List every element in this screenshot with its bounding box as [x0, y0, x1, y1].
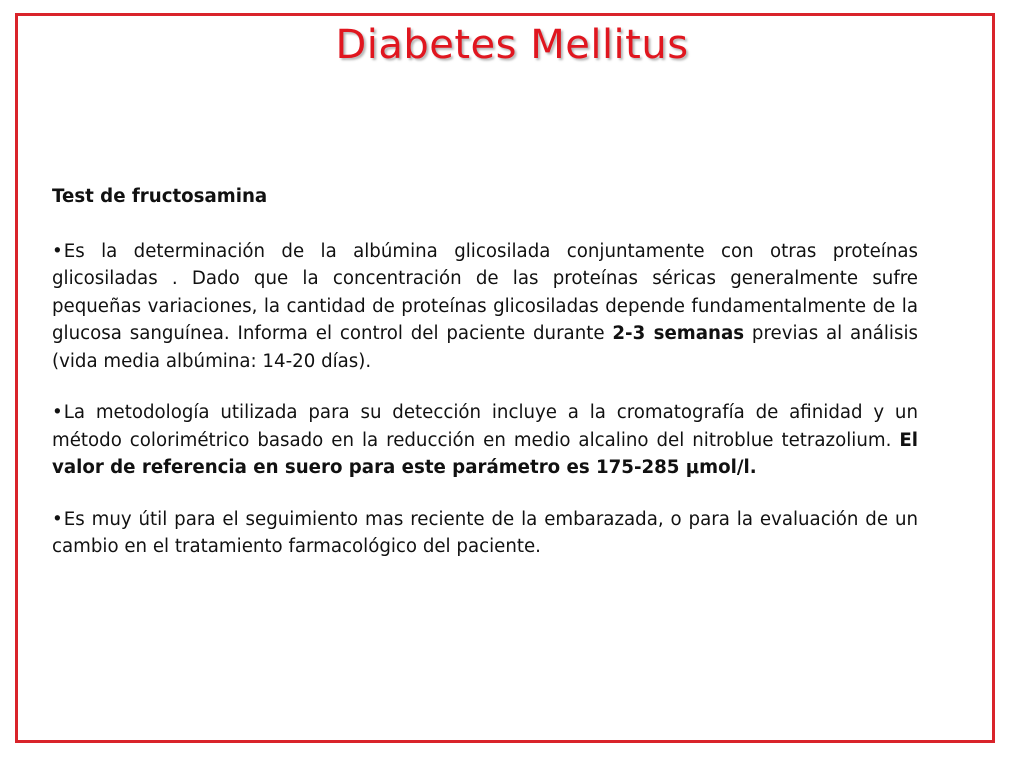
section-subtitle: Test de fructosamina — [52, 186, 268, 207]
bullet-1-text-2: previas al análisis (vida media albúmina: 14-20 días). — [52, 323, 918, 372]
bullet-3-text-1: Es muy útil para el seguimiento mas reciente de la embarazada, o para la evaluación de un cambio en el tratamiento farmacológico del paciente. — [52, 508, 918, 557]
bullet-paragraph-2 — [52, 399, 918, 482]
bullet-2-bold-1: El valor de referencia en suero para este parámetro es 175-285 μmol/l. — [52, 429, 918, 478]
bullet-1-text-1: Es la determinación de la albúmina glicosilada conjuntamente con otras proteínas glicosiladas . Dado que la concentración de las proteínas séricas generalmente sufre pequeñas variaciones, la cantidad de proteínas glicosiladas depende fundamentalmente de la glucosa sanguínea. Informa el control del paciente durante — [52, 240, 918, 344]
bullet-2-text-1: La metodología utilizada para su detección incluye a la cromatografía de afinidad y un método colorimétrico basado en la reducción en medio alcalino del nitroblue tetrazolium. — [52, 402, 918, 451]
bullet-1-bold-1: 2-3 semanas — [612, 323, 745, 344]
bullet-paragraph-3 — [52, 506, 918, 561]
slide-content — [52, 183, 918, 561]
bullet-icon: • — [52, 240, 63, 262]
slide-title: Diabetes Mellitus — [335, 22, 689, 68]
bullet-paragraph-1 — [52, 238, 918, 376]
bullet-icon: • — [52, 508, 63, 530]
bullet-icon: • — [52, 402, 63, 423]
